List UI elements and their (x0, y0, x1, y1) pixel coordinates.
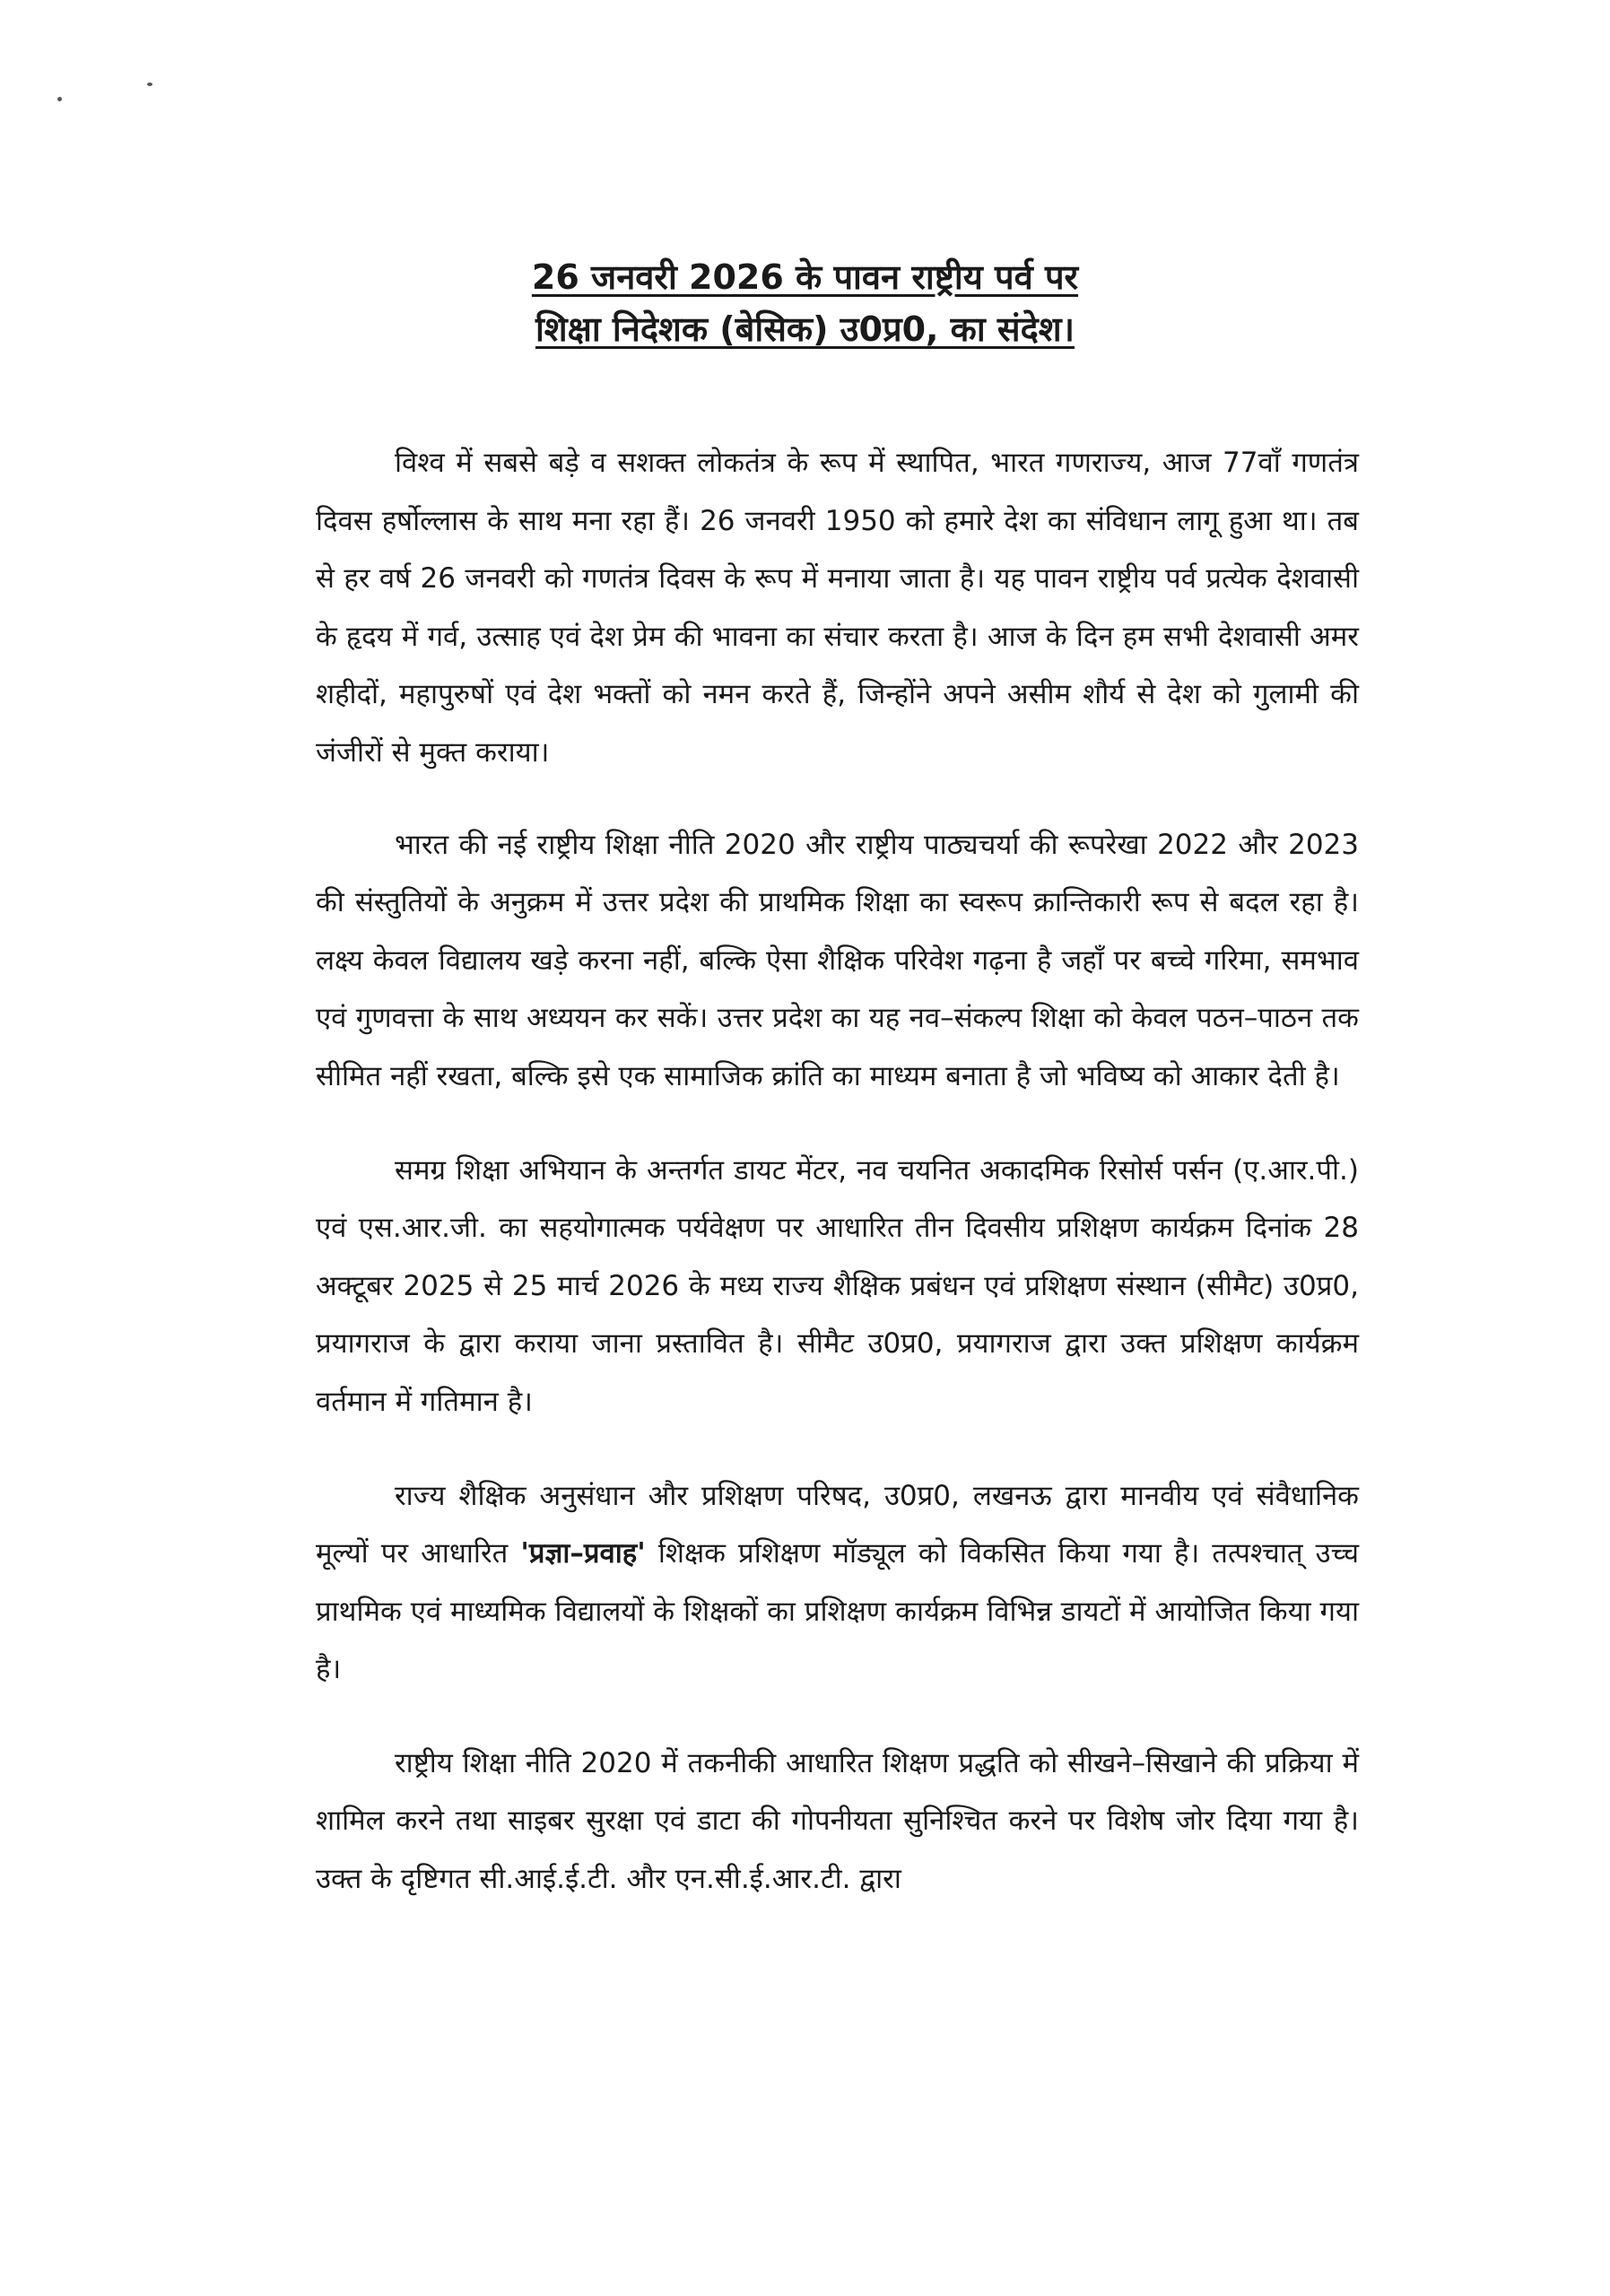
document-body (316, 434, 1359, 1944)
document-title (314, 251, 1296, 355)
paragraph-training-program: समग्र शिक्षा अभियान के अन्तर्गत डायट मेंटर, नव चयनित अकादमिक रिसोर्स पर्सन (ए.आर.पी.) एवं एस.आर.जी. का सहयोगात्मक पर्यवेक्षण पर आधारित तीन दिवसीय प्रशिक्षण कार्यक्रम दिनांक 28 अक्टूबर 2025 से 25 मार्च 2026 के मध्य राज्य शैक्षिक प्रबंधन एवं प्रशिक्षण संस्थान (सीमैट) उ0प्र0, प्रयागराज के द्वारा कराया जाना प्रस्तावित है। सीमैट उ0प्र0, प्रयागराज द्वारा उक्त प्रशिक्षण कार्यक्रम वर्तमान में गतिमान है। (316, 1153, 1359, 1418)
module-name: 'प्रज्ञा–प्रवाह' (520, 1537, 646, 1570)
paragraph-text: राज्य शैक्षिक अनुसंधान और प्रशिक्षण परिषद, उ0प्र0, लखनऊ द्वारा मानवीय एवं संवैधानिक मूल्यों पर आधारित (316, 1479, 1359, 1570)
scan-speck (57, 97, 62, 101)
title-line-2: शिक्षा निदेशक (बेसिक) उ0प्र0, का संदेश। (535, 309, 1075, 349)
scan-speck (147, 83, 152, 86)
paragraph-pragya-pravah (316, 1467, 1359, 1699)
paragraph-text: शिक्षक प्रशिक्षण मॉड्यूल को विकसित किया गया है। तत्पश्चात् उच्च प्राथमिक एवं माध्यमिक विद्यालयों के शिक्षकों का प्रशिक्षण कार्यक्रम विभिन्न डायटों में आयोजित किया गया है। (316, 1537, 1360, 1686)
paragraph-technology: राष्ट्रीय शिक्षा नीति 2020 में तकनीकी आधारित शिक्षण प्रद्धति को सीखने–सिखाने की प्रक्रिया में शामिल करने तथा साइबर सुरक्षा एवं डाटा की गोपनीयता सुनिश्चित करने पर विशेष जोर दिया गया है। उक्त के दृष्टिगत सी.आई.ई.टी. और एन.सी.ई.आर.टी. द्वारा (316, 1746, 1359, 1896)
paragraph-republic-day: विश्व में सबसे बड़े व सशक्त लोकतंत्र के रूप में स्थापित, भारत गणराज्य, आज 77वाँ गणतंत्र दिवस हर्षोल्लास के साथ मना रहा हैं। 26 जनवरी 1950 को हमारे देश का संविधान लागू हुआ था। तब से हर वर्ष 26 जनवरी को गणतंत्र दिवस के रूप में मनाया जाता है। यह पावन राष्ट्रीय पर्व प्रत्येक देशवासी के हृदय में गर्व, उत्साह एवं देश प्रेम की भावना का संचार करता है। आज के दिन हम सभी देशवासी अमर शहीदों, महापुरुषों एवं देश भक्तों को नमन करते हैं, जिन्होंने अपने असीम शौर्य से देश को गुलामी की जंजीरों से मुक्त कराया। (316, 447, 1359, 769)
paragraph-education-policy: भारत की नई राष्ट्रीय शिक्षा नीति 2020 और राष्ट्रीय पाठ्यचर्या की रूपरेखा 2022 और 2023 की संस्तुतियों के अनुक्रम में उत्तर प्रदेश की प्राथमिक शिक्षा का स्वरूप क्रान्तिकारी रूप से बदल रहा है। लक्ष्य केवल विद्यालय खड़े करना नहीं, बल्कि ऐसा शैक्षिक परिवेश गढ़ना है जहाँ पर बच्चे गरिमा, समभाव एवं गुणवत्ता के साथ अध्ययन कर सकें। उत्तर प्रदेश का यह नव–संकल्प शिक्षा को केवल पठन–पाठन तक सीमित नहीं रखता, बल्कि इसे एक सामाजिक क्रांति का माध्यम बनाता है जो भविष्य को आकार देती है। (316, 828, 1359, 1092)
title-line-1: 26 जनवरी 2026 के पावन राष्ट्रीय पर्व पर (531, 257, 1079, 297)
